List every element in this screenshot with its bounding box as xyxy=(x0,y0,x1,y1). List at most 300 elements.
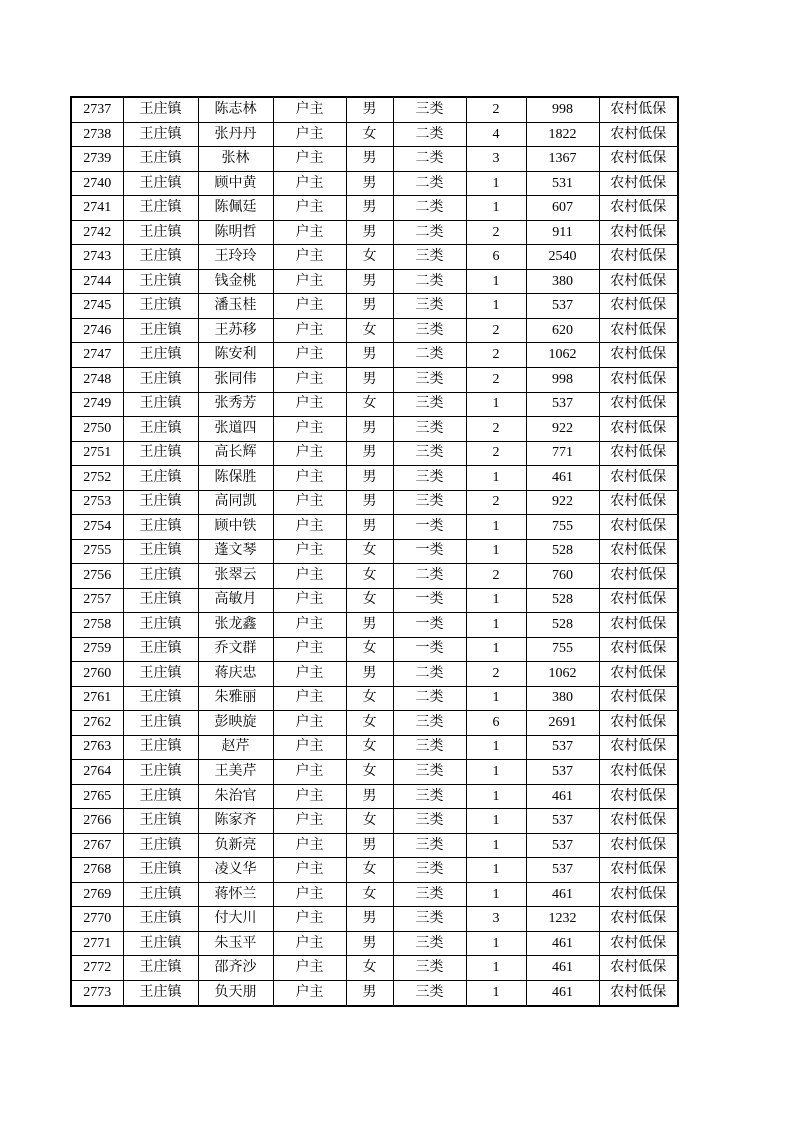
cell-benefit-type: 农村低保 xyxy=(599,122,678,147)
cell-amount: 1822 xyxy=(526,122,599,147)
cell-gender: 男 xyxy=(346,833,393,858)
cell-town: 王庄镇 xyxy=(123,318,198,343)
cell-town: 王庄镇 xyxy=(123,490,198,515)
cell-gender: 男 xyxy=(346,515,393,540)
cell-person-count: 1 xyxy=(466,882,526,907)
cell-town: 王庄镇 xyxy=(123,122,198,147)
cell-relation: 户主 xyxy=(273,171,346,196)
cell-name: 彭映旋 xyxy=(198,711,273,736)
cell-benefit-type: 农村低保 xyxy=(599,97,678,122)
cell-category: 一类 xyxy=(393,515,466,540)
cell-gender: 男 xyxy=(346,417,393,442)
cell-relation: 户主 xyxy=(273,147,346,172)
cell-benefit-type: 农村低保 xyxy=(599,833,678,858)
cell-town: 王庄镇 xyxy=(123,343,198,368)
table-row xyxy=(71,196,678,221)
cell-category: 三类 xyxy=(393,858,466,883)
cell-amount: 380 xyxy=(526,269,599,294)
cell-category: 三类 xyxy=(393,956,466,981)
cell-amount: 771 xyxy=(526,441,599,466)
cell-gender: 女 xyxy=(346,760,393,785)
table-row xyxy=(71,564,678,589)
cell-serial-number: 2746 xyxy=(71,318,123,343)
cell-person-count: 1 xyxy=(466,809,526,834)
cell-category: 二类 xyxy=(393,147,466,172)
table-row xyxy=(71,539,678,564)
cell-gender: 女 xyxy=(346,735,393,760)
cell-benefit-type: 农村低保 xyxy=(599,760,678,785)
cell-relation: 户主 xyxy=(273,980,346,1006)
cell-category: 三类 xyxy=(393,490,466,515)
cell-name: 赵芹 xyxy=(198,735,273,760)
cell-benefit-type: 农村低保 xyxy=(599,245,678,270)
cell-name: 王美芹 xyxy=(198,760,273,785)
cell-person-count: 2 xyxy=(466,97,526,122)
cell-amount: 1062 xyxy=(526,662,599,687)
table-row xyxy=(71,466,678,491)
cell-name: 陈志林 xyxy=(198,97,273,122)
cell-serial-number: 2772 xyxy=(71,956,123,981)
cell-town: 王庄镇 xyxy=(123,417,198,442)
cell-amount: 755 xyxy=(526,637,599,662)
cell-gender: 男 xyxy=(346,907,393,932)
cell-relation: 户主 xyxy=(273,858,346,883)
cell-name: 凌义华 xyxy=(198,858,273,883)
cell-town: 王庄镇 xyxy=(123,392,198,417)
table-row xyxy=(71,343,678,368)
cell-town: 王庄镇 xyxy=(123,833,198,858)
cell-person-count: 1 xyxy=(466,833,526,858)
cell-serial-number: 2740 xyxy=(71,171,123,196)
cell-benefit-type: 农村低保 xyxy=(599,220,678,245)
cell-town: 王庄镇 xyxy=(123,931,198,956)
table-row xyxy=(71,220,678,245)
cell-serial-number: 2757 xyxy=(71,588,123,613)
table-row xyxy=(71,417,678,442)
cell-gender: 女 xyxy=(346,588,393,613)
cell-town: 王庄镇 xyxy=(123,171,198,196)
cell-amount: 998 xyxy=(526,367,599,392)
table-row xyxy=(71,711,678,736)
cell-category: 二类 xyxy=(393,343,466,368)
table-row xyxy=(71,882,678,907)
table-row xyxy=(71,956,678,981)
cell-relation: 户主 xyxy=(273,220,346,245)
cell-serial-number: 2739 xyxy=(71,147,123,172)
cell-person-count: 2 xyxy=(466,564,526,589)
cell-person-count: 1 xyxy=(466,196,526,221)
cell-gender: 男 xyxy=(346,343,393,368)
table-row xyxy=(71,515,678,540)
cell-relation: 户主 xyxy=(273,122,346,147)
cell-serial-number: 2754 xyxy=(71,515,123,540)
cell-relation: 户主 xyxy=(273,956,346,981)
cell-person-count: 1 xyxy=(466,171,526,196)
cell-name: 张同伟 xyxy=(198,367,273,392)
cell-category: 一类 xyxy=(393,613,466,638)
cell-gender: 女 xyxy=(346,318,393,343)
cell-gender: 男 xyxy=(346,613,393,638)
cell-name: 张丹丹 xyxy=(198,122,273,147)
cell-serial-number: 2766 xyxy=(71,809,123,834)
cell-town: 王庄镇 xyxy=(123,441,198,466)
cell-amount: 620 xyxy=(526,318,599,343)
cell-benefit-type: 农村低保 xyxy=(599,147,678,172)
cell-category: 三类 xyxy=(393,735,466,760)
cell-category: 二类 xyxy=(393,220,466,245)
cell-serial-number: 2761 xyxy=(71,686,123,711)
cell-benefit-type: 农村低保 xyxy=(599,441,678,466)
cell-town: 王庄镇 xyxy=(123,515,198,540)
cell-person-count: 1 xyxy=(466,956,526,981)
cell-person-count: 1 xyxy=(466,588,526,613)
cell-person-count: 2 xyxy=(466,367,526,392)
cell-name: 负新亮 xyxy=(198,833,273,858)
cell-name: 王玲玲 xyxy=(198,245,273,270)
cell-relation: 户主 xyxy=(273,833,346,858)
table-row xyxy=(71,833,678,858)
cell-town: 王庄镇 xyxy=(123,613,198,638)
cell-benefit-type: 农村低保 xyxy=(599,662,678,687)
cell-benefit-type: 农村低保 xyxy=(599,269,678,294)
table-row xyxy=(71,809,678,834)
cell-amount: 922 xyxy=(526,490,599,515)
cell-relation: 户主 xyxy=(273,784,346,809)
cell-person-count: 2 xyxy=(466,441,526,466)
table-row xyxy=(71,735,678,760)
cell-serial-number: 2765 xyxy=(71,784,123,809)
cell-serial-number: 2763 xyxy=(71,735,123,760)
cell-relation: 户主 xyxy=(273,931,346,956)
cell-benefit-type: 农村低保 xyxy=(599,392,678,417)
cell-category: 三类 xyxy=(393,833,466,858)
cell-relation: 户主 xyxy=(273,686,346,711)
cell-serial-number: 2738 xyxy=(71,122,123,147)
cell-benefit-type: 农村低保 xyxy=(599,931,678,956)
cell-amount: 531 xyxy=(526,171,599,196)
cell-person-count: 1 xyxy=(466,735,526,760)
cell-category: 三类 xyxy=(393,907,466,932)
cell-serial-number: 2773 xyxy=(71,980,123,1006)
cell-gender: 男 xyxy=(346,171,393,196)
cell-amount: 1062 xyxy=(526,343,599,368)
cell-name: 张龙鑫 xyxy=(198,613,273,638)
cell-amount: 1367 xyxy=(526,147,599,172)
cell-person-count: 2 xyxy=(466,417,526,442)
cell-relation: 户主 xyxy=(273,466,346,491)
table-row xyxy=(71,760,678,785)
cell-name: 蒋庆忠 xyxy=(198,662,273,687)
table-row xyxy=(71,122,678,147)
cell-name: 朱雅丽 xyxy=(198,686,273,711)
cell-name: 陈明哲 xyxy=(198,220,273,245)
cell-relation: 户主 xyxy=(273,97,346,122)
table-row xyxy=(71,318,678,343)
cell-amount: 537 xyxy=(526,294,599,319)
cell-gender: 男 xyxy=(346,196,393,221)
cell-relation: 户主 xyxy=(273,564,346,589)
cell-gender: 女 xyxy=(346,956,393,981)
cell-relation: 户主 xyxy=(273,417,346,442)
cell-amount: 461 xyxy=(526,466,599,491)
cell-serial-number: 2737 xyxy=(71,97,123,122)
cell-serial-number: 2767 xyxy=(71,833,123,858)
cell-serial-number: 2768 xyxy=(71,858,123,883)
cell-name: 张秀芳 xyxy=(198,392,273,417)
cell-relation: 户主 xyxy=(273,294,346,319)
cell-name: 乔文群 xyxy=(198,637,273,662)
cell-gender: 男 xyxy=(346,980,393,1006)
cell-benefit-type: 农村低保 xyxy=(599,564,678,589)
cell-benefit-type: 农村低保 xyxy=(599,588,678,613)
cell-serial-number: 2770 xyxy=(71,907,123,932)
cell-serial-number: 2760 xyxy=(71,662,123,687)
cell-name: 蓬文琴 xyxy=(198,539,273,564)
cell-serial-number: 2751 xyxy=(71,441,123,466)
table-row xyxy=(71,490,678,515)
cell-relation: 户主 xyxy=(273,662,346,687)
cell-town: 王庄镇 xyxy=(123,269,198,294)
table-body xyxy=(71,97,678,1006)
cell-relation: 户主 xyxy=(273,637,346,662)
cell-person-count: 1 xyxy=(466,294,526,319)
cell-amount: 461 xyxy=(526,882,599,907)
cell-benefit-type: 农村低保 xyxy=(599,956,678,981)
cell-amount: 380 xyxy=(526,686,599,711)
cell-category: 三类 xyxy=(393,711,466,736)
cell-name: 张翠云 xyxy=(198,564,273,589)
cell-relation: 户主 xyxy=(273,318,346,343)
cell-relation: 户主 xyxy=(273,588,346,613)
cell-benefit-type: 农村低保 xyxy=(599,784,678,809)
table-row xyxy=(71,245,678,270)
cell-amount: 537 xyxy=(526,858,599,883)
cell-amount: 922 xyxy=(526,417,599,442)
cell-category: 二类 xyxy=(393,662,466,687)
cell-amount: 528 xyxy=(526,613,599,638)
cell-person-count: 6 xyxy=(466,711,526,736)
cell-town: 王庄镇 xyxy=(123,882,198,907)
cell-amount: 998 xyxy=(526,97,599,122)
cell-relation: 户主 xyxy=(273,515,346,540)
cell-serial-number: 2771 xyxy=(71,931,123,956)
cell-benefit-type: 农村低保 xyxy=(599,343,678,368)
table-row xyxy=(71,441,678,466)
cell-amount: 537 xyxy=(526,760,599,785)
cell-person-count: 1 xyxy=(466,858,526,883)
table-row xyxy=(71,367,678,392)
cell-relation: 户主 xyxy=(273,196,346,221)
cell-relation: 户主 xyxy=(273,490,346,515)
cell-serial-number: 2755 xyxy=(71,539,123,564)
cell-gender: 女 xyxy=(346,539,393,564)
cell-person-count: 1 xyxy=(466,269,526,294)
cell-person-count: 2 xyxy=(466,220,526,245)
cell-benefit-type: 农村低保 xyxy=(599,711,678,736)
cell-person-count: 1 xyxy=(466,931,526,956)
cell-benefit-type: 农村低保 xyxy=(599,686,678,711)
cell-category: 三类 xyxy=(393,441,466,466)
cell-relation: 户主 xyxy=(273,735,346,760)
cell-category: 三类 xyxy=(393,294,466,319)
cell-gender: 男 xyxy=(346,147,393,172)
cell-serial-number: 2748 xyxy=(71,367,123,392)
cell-benefit-type: 农村低保 xyxy=(599,858,678,883)
cell-gender: 男 xyxy=(346,784,393,809)
cell-amount: 760 xyxy=(526,564,599,589)
cell-relation: 户主 xyxy=(273,760,346,785)
cell-category: 三类 xyxy=(393,809,466,834)
cell-benefit-type: 农村低保 xyxy=(599,417,678,442)
cell-town: 王庄镇 xyxy=(123,784,198,809)
cell-town: 王庄镇 xyxy=(123,466,198,491)
cell-relation: 户主 xyxy=(273,343,346,368)
cell-name: 张道四 xyxy=(198,417,273,442)
cell-amount: 461 xyxy=(526,980,599,1006)
cell-category: 三类 xyxy=(393,466,466,491)
cell-relation: 户主 xyxy=(273,809,346,834)
cell-name: 高敏月 xyxy=(198,588,273,613)
cell-benefit-type: 农村低保 xyxy=(599,367,678,392)
cell-benefit-type: 农村低保 xyxy=(599,980,678,1006)
cell-amount: 461 xyxy=(526,931,599,956)
cell-town: 王庄镇 xyxy=(123,711,198,736)
cell-category: 三类 xyxy=(393,980,466,1006)
cell-amount: 2691 xyxy=(526,711,599,736)
cell-person-count: 1 xyxy=(466,784,526,809)
cell-category: 三类 xyxy=(393,245,466,270)
cell-category: 三类 xyxy=(393,784,466,809)
cell-category: 三类 xyxy=(393,417,466,442)
cell-gender: 女 xyxy=(346,245,393,270)
cell-person-count: 1 xyxy=(466,980,526,1006)
table-row xyxy=(71,97,678,122)
cell-town: 王庄镇 xyxy=(123,97,198,122)
table-row xyxy=(71,637,678,662)
cell-benefit-type: 农村低保 xyxy=(599,809,678,834)
cell-person-count: 1 xyxy=(466,539,526,564)
cell-category: 二类 xyxy=(393,171,466,196)
cell-serial-number: 2745 xyxy=(71,294,123,319)
cell-gender: 女 xyxy=(346,809,393,834)
cell-town: 王庄镇 xyxy=(123,907,198,932)
cell-amount: 528 xyxy=(526,588,599,613)
cell-gender: 男 xyxy=(346,294,393,319)
cell-serial-number: 2759 xyxy=(71,637,123,662)
table-row xyxy=(71,171,678,196)
cell-name: 付大川 xyxy=(198,907,273,932)
cell-category: 三类 xyxy=(393,367,466,392)
cell-name: 高长辉 xyxy=(198,441,273,466)
table-row xyxy=(71,588,678,613)
cell-relation: 户主 xyxy=(273,882,346,907)
cell-name: 张林 xyxy=(198,147,273,172)
cell-gender: 女 xyxy=(346,392,393,417)
cell-benefit-type: 农村低保 xyxy=(599,907,678,932)
table-row xyxy=(71,931,678,956)
cell-gender: 女 xyxy=(346,637,393,662)
cell-category: 二类 xyxy=(393,564,466,589)
cell-category: 一类 xyxy=(393,539,466,564)
cell-relation: 户主 xyxy=(273,392,346,417)
cell-town: 王庄镇 xyxy=(123,147,198,172)
cell-name: 陈家齐 xyxy=(198,809,273,834)
cell-amount: 537 xyxy=(526,833,599,858)
cell-benefit-type: 农村低保 xyxy=(599,171,678,196)
cell-category: 三类 xyxy=(393,392,466,417)
cell-name: 顾中黄 xyxy=(198,171,273,196)
cell-amount: 461 xyxy=(526,956,599,981)
cell-serial-number: 2756 xyxy=(71,564,123,589)
cell-name: 负天朋 xyxy=(198,980,273,1006)
table-row xyxy=(71,392,678,417)
cell-serial-number: 2764 xyxy=(71,760,123,785)
cell-person-count: 1 xyxy=(466,466,526,491)
cell-gender: 女 xyxy=(346,882,393,907)
cell-amount: 537 xyxy=(526,735,599,760)
cell-town: 王庄镇 xyxy=(123,760,198,785)
cell-town: 王庄镇 xyxy=(123,686,198,711)
cell-person-count: 2 xyxy=(466,343,526,368)
cell-person-count: 2 xyxy=(466,662,526,687)
cell-person-count: 1 xyxy=(466,392,526,417)
cell-person-count: 6 xyxy=(466,245,526,270)
cell-town: 王庄镇 xyxy=(123,858,198,883)
cell-gender: 男 xyxy=(346,662,393,687)
cell-category: 三类 xyxy=(393,97,466,122)
cell-gender: 女 xyxy=(346,711,393,736)
cell-town: 王庄镇 xyxy=(123,588,198,613)
cell-gender: 女 xyxy=(346,564,393,589)
cell-amount: 537 xyxy=(526,809,599,834)
cell-benefit-type: 农村低保 xyxy=(599,515,678,540)
cell-serial-number: 2741 xyxy=(71,196,123,221)
cell-town: 王庄镇 xyxy=(123,245,198,270)
cell-category: 二类 xyxy=(393,269,466,294)
cell-gender: 男 xyxy=(346,490,393,515)
cell-town: 王庄镇 xyxy=(123,735,198,760)
cell-amount: 607 xyxy=(526,196,599,221)
cell-name: 蒋怀兰 xyxy=(198,882,273,907)
table-row xyxy=(71,907,678,932)
table-row xyxy=(71,784,678,809)
cell-name: 陈佩廷 xyxy=(198,196,273,221)
cell-person-count: 1 xyxy=(466,637,526,662)
cell-relation: 户主 xyxy=(273,441,346,466)
cell-person-count: 2 xyxy=(466,318,526,343)
cell-town: 王庄镇 xyxy=(123,196,198,221)
cell-town: 王庄镇 xyxy=(123,809,198,834)
cell-person-count: 4 xyxy=(466,122,526,147)
cell-serial-number: 2744 xyxy=(71,269,123,294)
cell-relation: 户主 xyxy=(273,245,346,270)
cell-category: 一类 xyxy=(393,588,466,613)
cell-name: 邵齐沙 xyxy=(198,956,273,981)
cell-town: 王庄镇 xyxy=(123,220,198,245)
cell-category: 三类 xyxy=(393,760,466,785)
table-row xyxy=(71,269,678,294)
cell-name: 潘玉桂 xyxy=(198,294,273,319)
cell-gender: 男 xyxy=(346,441,393,466)
cell-person-count: 3 xyxy=(466,147,526,172)
cell-name: 陈保胜 xyxy=(198,466,273,491)
cell-person-count: 1 xyxy=(466,613,526,638)
cell-relation: 户主 xyxy=(273,907,346,932)
cell-gender: 女 xyxy=(346,686,393,711)
cell-serial-number: 2769 xyxy=(71,882,123,907)
cell-benefit-type: 农村低保 xyxy=(599,613,678,638)
cell-person-count: 1 xyxy=(466,515,526,540)
